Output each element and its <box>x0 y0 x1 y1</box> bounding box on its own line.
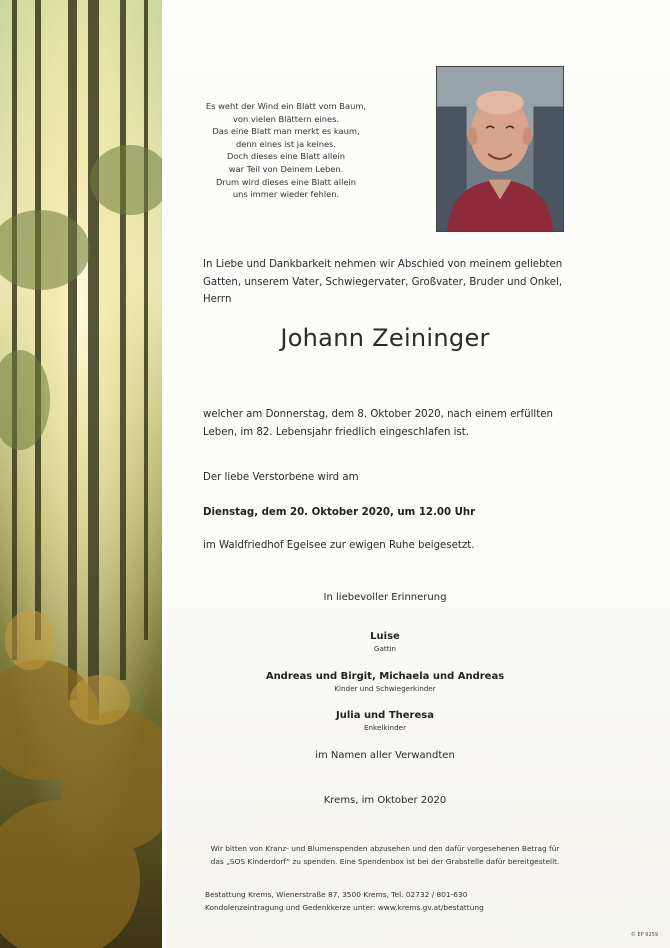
mourner-names: Julia und Theresa <box>336 710 434 721</box>
poem-line: Doch dieses eine Blatt allein <box>227 151 345 162</box>
donation-line: das „SOS Kinderdorf“ zu spenden. Eine Spendenbox ist bei der Grabstelle dafür bereitgestellt. <box>210 856 560 866</box>
undertaker-address: Bestattung Krems, Wienerstraße 87, 3500 Krems, Tel. 02732 / 801-630 <box>205 890 468 899</box>
portrait-photo <box>436 66 564 232</box>
condolence-link[interactable]: Kondolenzeintragung und Gedenkkerze unter: www.krems.gv.at/bestattung <box>205 902 484 912</box>
poem-line: uns immer wieder fehlen. <box>232 189 340 200</box>
mourner-names: Luise <box>370 631 400 642</box>
intro-text: In Liebe und Dankbarkeit nehmen wir Abschied von meinem geliebten Gatten, unserem Vater, Schwiegervater, Großvater, Bruder und Onkel, Herrn <box>203 259 563 305</box>
relatives-line: im Namen aller Verwandten <box>315 750 455 761</box>
deceased-name: Johann Zeininger <box>280 324 490 352</box>
mourner-names: Andreas und Birgit, Michaela und Andreas <box>265 671 505 682</box>
place-date: Krems, im Oktober 2020 <box>323 795 447 806</box>
mourner-relation: Kinder und Schwiegerkinder <box>334 684 436 693</box>
donation-note <box>166 843 604 868</box>
poem <box>196 100 376 201</box>
mourner-group <box>166 710 604 732</box>
forest-image <box>0 0 162 948</box>
memory-heading: In liebevoller Erinnerung <box>323 592 447 603</box>
mourner-relation: Gattin <box>373 644 397 653</box>
donation-line: Wir bitten von Kranz- und Blumenspenden abzusehen und den dafür vorgesehenen Betrag für <box>210 844 560 853</box>
print-code: © EP 9259 <box>630 932 658 938</box>
poem-line: war Teil von Deinem Leben. <box>228 163 344 174</box>
funeral-place: im Waldfriedhof Egelsee zur ewigen Ruhe beigesetzt. <box>203 540 475 551</box>
mourner-group <box>166 631 604 653</box>
poem-line: von vielen Blättern eines. <box>232 113 340 124</box>
poem-line: denn eines ist ja keines. <box>235 138 337 149</box>
funeral-intro: Der liebe Verstorbene wird am <box>203 472 359 483</box>
death-notice: welcher am Donnerstag, dem 8. Oktober 2020, nach einem erfüllten Leben, im 82. Lebensjahr friedlich eingeschlafen ist. <box>203 409 553 438</box>
mourner-relation: Enkelkinder <box>363 723 407 732</box>
mourner-group <box>166 671 604 693</box>
poem-line: Es weht der Wind ein Blatt vom Baum, <box>205 101 367 111</box>
poem-line: Drum wird dieses eine Blatt allein <box>215 176 357 187</box>
undertaker-info <box>205 889 585 914</box>
funeral-date: Dienstag, dem 20. Oktober 2020, um 12.00 Uhr <box>203 507 476 518</box>
poem-line: Das eine Blatt man merkt es kaum, <box>212 126 360 137</box>
